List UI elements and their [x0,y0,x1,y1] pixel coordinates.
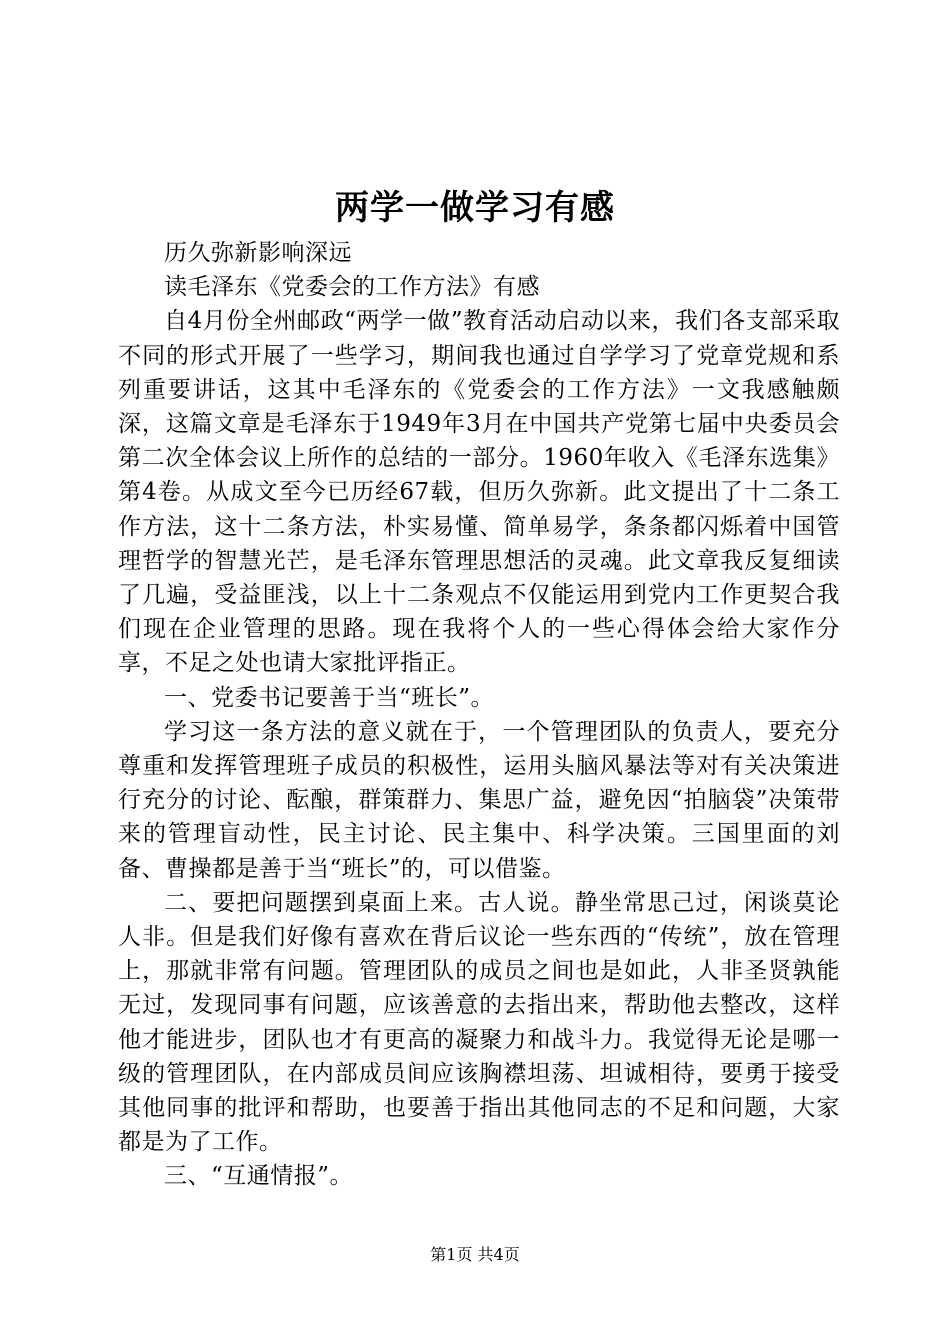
body-paragraph: 二、要把问题摆到桌面上来。古人说。静坐常思己过，闲谈莫论人非。但是我们好像有喜欢在背后议论一些东西的“传统”，放在管理上，那就非常有问题。管理团队的成员之间也是如此，人非圣贤孰能无过，发现同事有问题，应该善意的去指出来，帮助他去整改，这样他才能进步，团队也才有更高的凝聚力和战斗力。我觉得无论是哪一级的管理团队，在内部成员间应该胸襟坦荡、坦诚相待，要勇于接受其他同事的批评和帮助，也要善于指出其他同志的不足和问题，大家都是为了工作。 [118,889,840,1156]
subtitle-line: 历久弥新影响深远 [164,240,352,266]
section-heading: 三、“互通情报”。 [164,1163,354,1190]
page-footer: 第1页 共4页 [430,1245,520,1264]
body-paragraph: 学习这一条方法的意义就在于，一个管理团队的负责人，要充分尊重和发挥管理班子成员的积极性，运用头脑风暴法等对有关决策进行充分的讨论、酝酿，群策群力、集思广益，避免因“拍脑袋”决策带来的管理盲动性，民主讨论、民主集中、科学决策。三国里面的刘备、曹操都是善于当“班长”的，可以借鉴。 [118,718,840,882]
body-paragraph: 自4月份全州邮政“两学一做”教育活动启动以来，我们各支部采取不同的形式开展了一些学习，期间我也通过自学学习了党章党规和系列重要讲话，这其中毛泽东的《党委会的工作方法》一文我感触颇深，这篇文章是毛泽东于1949年3月在中国共产党第七届中央委员会第二次全体会议上所作的总结的一部分。1960年收入《毛泽东选集》第4卷。从成文至今已历经67载，但历久弥新。此文提出了十二条工作方法，这十二条方法，朴实易懂、简单易学，条条都闪烁着中国管理哲学的智慧光芒，是毛泽东管理思想活的灵魂。此文章我反复细读了几遍，受益匪浅，以上十二条观点不仅能运用到党内工作更契合我们现在企业管理的思路。现在我将个人的一些心得体会给大家作分享，不足之处也请大家批评指正。 [118,308,840,677]
document-title: 两学一做学习有感 [335,188,615,228]
document-body [118,236,840,1194]
section-heading: 一、党委书记要善于当“班长”。 [164,684,495,711]
subtitle-line: 读毛泽东《党委会的工作方法》有感 [164,274,540,301]
